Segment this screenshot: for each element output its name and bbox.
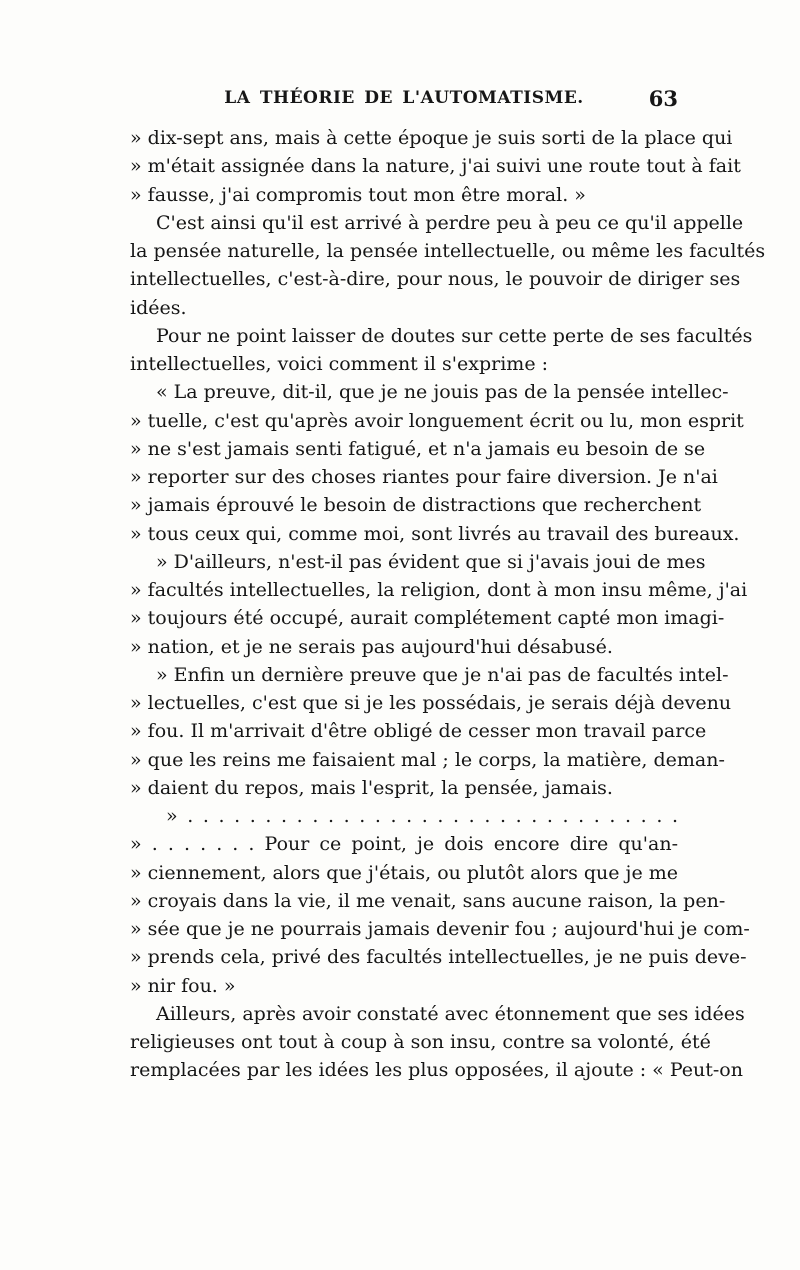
text-line: » fou. Il m'arrivait d'être obligé de cesser mon travail parce (130, 720, 707, 743)
page-number: 63 (648, 86, 678, 111)
text-line: » croyais dans la vie, il me venait, sans aucune raison, la pen- (130, 889, 726, 912)
text-line: » reporter sur des choses riantes pour faire diversion. Je n'ai (130, 466, 718, 488)
text-line: » lectuelles, c'est que si je les possédais, je serais déjà devenu (130, 692, 732, 714)
text-line: la pensée naturelle, la pensée intellectuelle, ou même les facultés (130, 240, 766, 262)
text-line: intellectuelles, voici comment il s'exprime : (130, 353, 548, 375)
text-line: » que les reins me faisaient mal ; le corps, la matière, deman- (130, 748, 725, 771)
text-line: » . . . . . . . . . . . . . . . . . . . . . . . . . . . . . . . . (166, 805, 678, 827)
text-line: » ne s'est jamais senti fatigué, et n'a jamais eu besoin de se (130, 437, 706, 460)
text-line: Ailleurs, après avoir constaté avec étonnement que ses idées (156, 1002, 745, 1025)
text-line: Pour ne point laisser de doutes sur cette perte de ses facultés (156, 324, 753, 347)
text-line: » nir fou. » (130, 974, 236, 997)
text-line: » ciennement, alors que j'étais, ou plutôt alors que je me (130, 861, 678, 884)
text-line: » fausse, j'ai compromis tout mon être moral. » (130, 183, 586, 206)
running-title: LA THÉORIE DE L'AUTOMATISME. (224, 88, 584, 108)
text-line: » jamais éprouvé le besoin de distractions que recherchent (130, 494, 702, 517)
text-line: » dix-sept ans, mais à cette époque je suis sorti de la place qui (130, 127, 733, 149)
text-line: » nation, et je ne serais pas aujourd'hui désabusé. (130, 635, 613, 658)
text-line: religieuses ont tout à coup à son insu, contre sa volonté, été (130, 1031, 711, 1053)
text-line: remplacées par les idées les plus opposées, il ajoute : « Peut-on (130, 1059, 743, 1082)
text-line: » m'était assignée dans la nature, j'ai suivi une route tout à fait (130, 155, 741, 178)
text-line: » tuelle, c'est qu'après avoir longuement écrit ou lu, mon esprit (130, 409, 744, 432)
text-line: » facultés intellectuelles, la religion, dont à mon insu même, j'ai (130, 579, 748, 601)
text-line: » Enfin un dernière preuve que je n'ai pas de facultés intel- (156, 663, 729, 686)
running-head (130, 88, 678, 118)
text-line: intellectuelles, c'est-à-dire, pour nous, le pouvoir de diriger ses (130, 268, 741, 291)
text-line: idées. (130, 296, 187, 319)
text-line: » toujours été occupé, aurait complétement capté mon imagi- (130, 607, 725, 630)
text-line: C'est ainsi qu'il est arrivé à perdre peu à peu ce qu'il appelle (156, 211, 744, 234)
text-line: » sée que je ne pourrais jamais devenir fou ; aujourd'hui je com- (130, 918, 750, 940)
text-line: » D'ailleurs, n'est-il pas évident que si j'avais joui de mes (156, 550, 706, 573)
text-line: » tous ceux qui, comme moi, sont livrés au travail des bureaux. (130, 522, 740, 545)
text-line: » daient du repos, mais l'esprit, la pensée, jamais. (130, 776, 613, 799)
text-line: » prends cela, privé des facultés intellectuelles, je ne puis deve- (130, 946, 747, 969)
text-line: » . . . . . . . Pour ce point, je dois encore dire qu'an- (130, 833, 678, 856)
text-body (130, 124, 766, 1085)
text-line: « La preuve, dit-il, que je ne jouis pas de la pensée intellec- (156, 381, 729, 404)
